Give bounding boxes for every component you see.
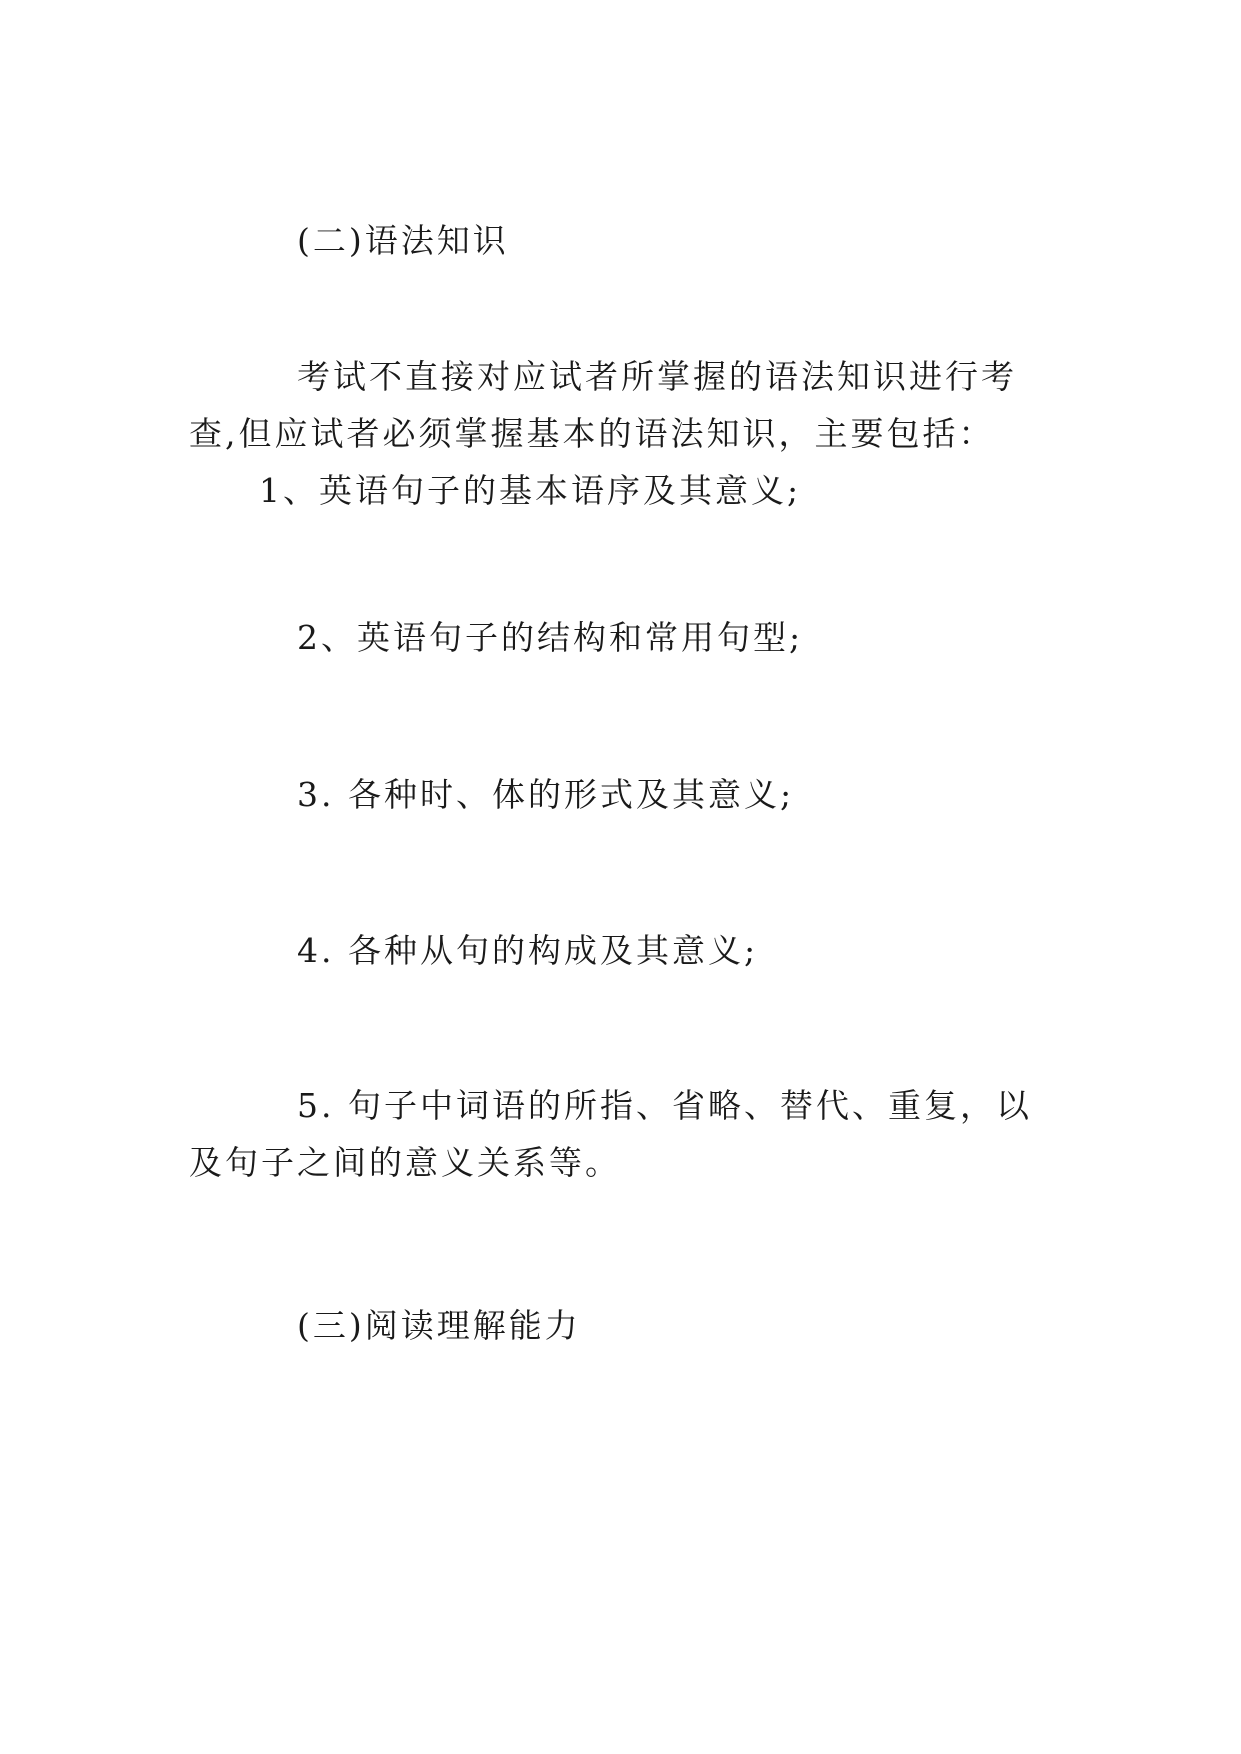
grammar-item-3: 3. 各种时、体的形式及其意义; — [297, 775, 795, 814]
grammar-item-2: 2、英语句子的结构和常用句型; — [297, 618, 804, 657]
grammar-item-1: 1、英语句子的基本语序及其意义; — [259, 471, 802, 510]
grammar-intro-text: 考试不直接对应试者所掌握的语法知识进行考查,但应试者必须掌握基本的语法知识，主要包括： — [189, 357, 1017, 453]
grammar-item-4: 4. 各种从句的构成及其意义; — [297, 931, 759, 970]
grammar-item-5: 5. 句子中词语的所指、省略、替代、重复，以及句子之间的意义关系等。 — [189, 1086, 1032, 1182]
grammar-intro-paragraph — [189, 348, 1049, 519]
section-heading-grammar: (二)语法知识 — [297, 221, 509, 260]
section-heading-reading: (三)阅读理解能力 — [297, 1306, 581, 1345]
